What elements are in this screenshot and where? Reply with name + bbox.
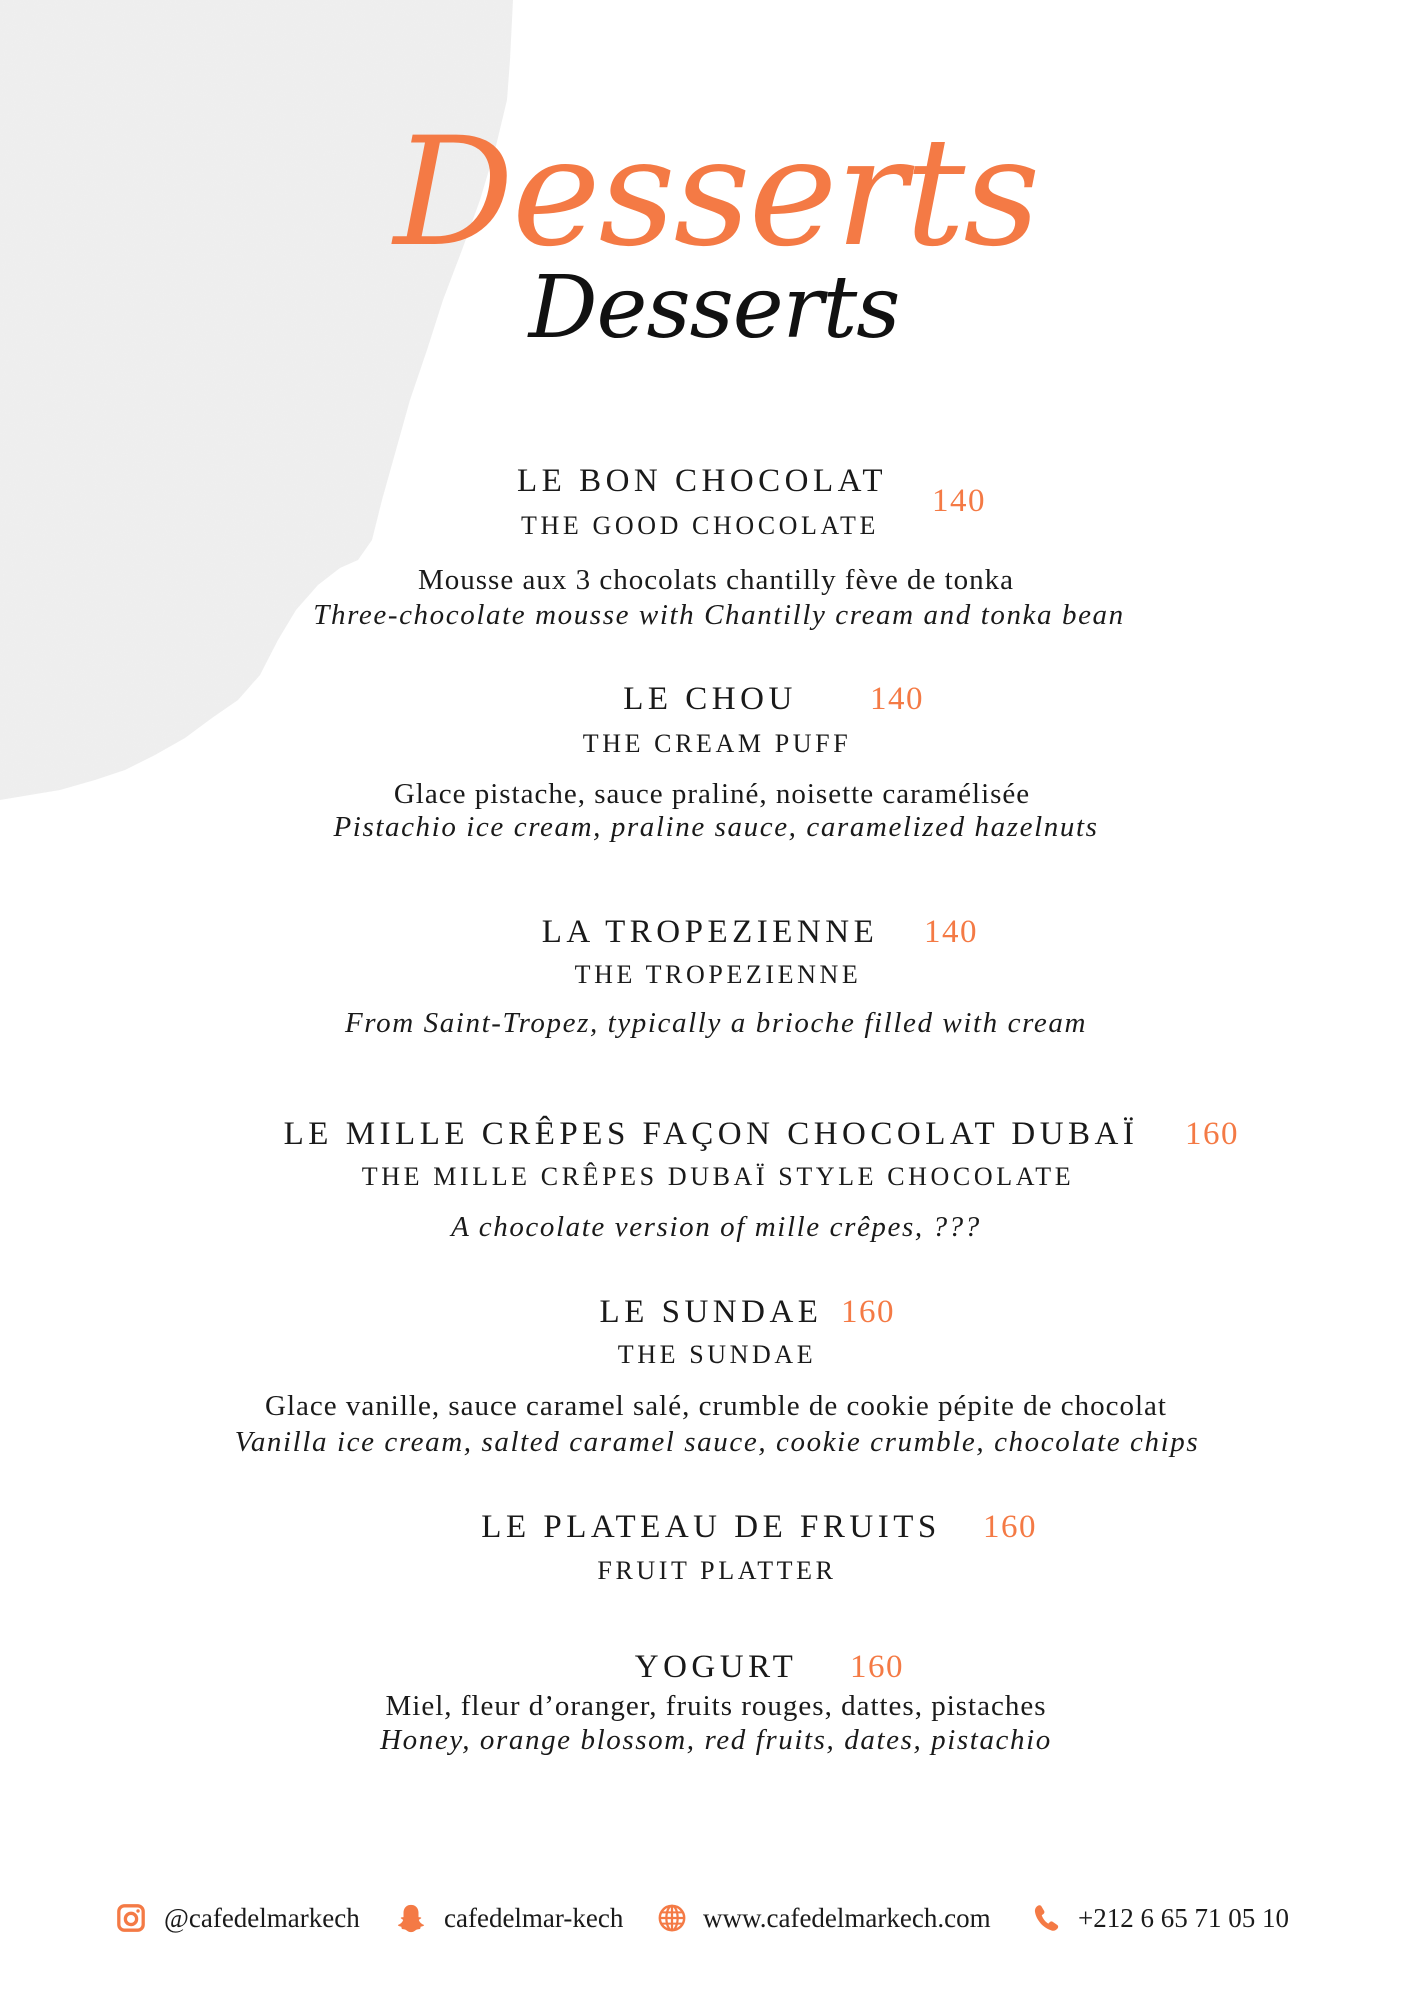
footer-instagram[interactable] bbox=[116, 1902, 360, 1934]
item-description-fr: Glace pistache, sauce praliné, noisette caramélisée bbox=[393, 778, 1031, 810]
page-subtitle-script: Desserts bbox=[528, 258, 900, 358]
item-name-english: THE GOOD CHOCOLATE bbox=[521, 511, 879, 540]
item-description-en: Pistachio ice cream, praline sauce, caramelized hazelnuts bbox=[333, 811, 1099, 843]
item-name: LE MILLE CRÊPES FAÇON CHOCOLAT DUBAÏ bbox=[283, 1116, 1139, 1152]
page-title-script: Desserts bbox=[393, 106, 1039, 280]
item-price: 140 bbox=[932, 483, 986, 519]
item-price: 140 bbox=[924, 914, 978, 950]
item-description-fr: Mousse aux 3 chocolats chantilly fève de tonka bbox=[417, 564, 1015, 596]
item-name: LE CHOU bbox=[623, 681, 797, 717]
item-description-en: From Saint-Tropez, typically a brioche filled with cream bbox=[344, 1007, 1088, 1039]
phone-number: +212 6 65 71 05 10 bbox=[1078, 1902, 1289, 1933]
item-price: 160 bbox=[1185, 1116, 1239, 1152]
footer-snapchat[interactable] bbox=[396, 1902, 623, 1934]
contact-footer bbox=[0, 1902, 1414, 1934]
item-name: LE PLATEAU DE FRUITS bbox=[481, 1509, 941, 1545]
item-price: 160 bbox=[841, 1294, 895, 1330]
item-description-en: Vanilla ice cream, salted caramel sauce, cookie crumble, chocolate chips bbox=[234, 1426, 1200, 1458]
item-name: LE SUNDAE bbox=[599, 1294, 823, 1330]
globe-icon bbox=[657, 1903, 687, 1933]
item-description-en: Three-chocolate mousse with Chantilly cream and tonka bean bbox=[313, 599, 1125, 631]
item-name: LA TROPEZIENNE bbox=[541, 914, 879, 950]
snapchat-handle: cafedelmar-kech bbox=[444, 1902, 624, 1933]
item-description-fr: Miel, fleur d’oranger, fruits rouges, dattes, pistaches bbox=[385, 1690, 1047, 1722]
footer-website[interactable] bbox=[657, 1902, 991, 1934]
item-name-english: THE SUNDAE bbox=[617, 1340, 817, 1369]
item-name-english: FRUIT PLATTER bbox=[597, 1556, 837, 1585]
item-name-english: THE MILLE CRÊPES DUBAÏ STYLE CHOCOLATE bbox=[361, 1162, 1075, 1191]
instagram-icon bbox=[116, 1903, 146, 1933]
item-price: 160 bbox=[983, 1509, 1037, 1545]
item-description-en: Honey, orange blossom, red fruits, dates, pistachio bbox=[380, 1724, 1052, 1756]
phone-icon bbox=[1032, 1903, 1062, 1933]
website-url: www.cafedelmarkech.com bbox=[703, 1902, 991, 1933]
item-name: LE BON CHOCOLAT bbox=[517, 463, 887, 499]
snapchat-icon bbox=[396, 1903, 426, 1933]
footer-phone[interactable] bbox=[1032, 1902, 1289, 1934]
item-name: YOGURT bbox=[634, 1649, 798, 1685]
item-name-english: THE TROPEZIENNE bbox=[574, 960, 862, 989]
instagram-handle: @cafedelmarkech bbox=[164, 1902, 360, 1933]
item-description-en: A chocolate version of mille crêpes, ??? bbox=[451, 1211, 981, 1243]
item-price: 160 bbox=[850, 1649, 904, 1685]
item-price: 140 bbox=[870, 681, 924, 717]
item-description-fr: Glace vanille, sauce caramel salé, crumble de cookie pépite de chocolat bbox=[265, 1390, 1167, 1422]
item-name-english: THE CREAM PUFF bbox=[582, 729, 852, 758]
